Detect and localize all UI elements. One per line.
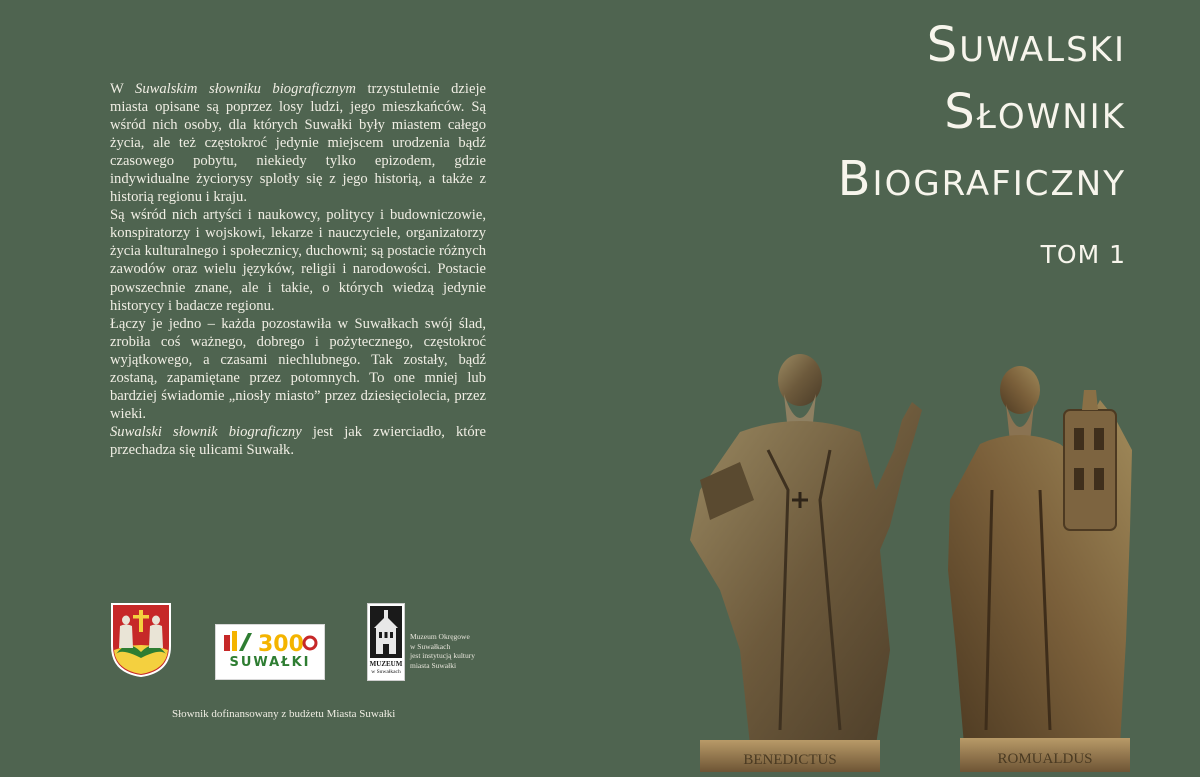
paragraph-text: trzystuletnie dzieje miasta opisane są poprzez losy ludzi, jego mieszkańców. Są wśród nich osoby, dla których Suwałki były miastem całego życia, ale też częstokroć jedynie miejscem urodzenia bądź czasowego pobytu, niekiedy tylko epizodem, gdzie indywidualne życiorysy splotły się z jego historią, a także z historią regionu i kraju.	[110, 81, 486, 206]
suwalki-300-logo	[215, 624, 325, 680]
museum-caption-line: w Suwałkach	[410, 641, 451, 651]
museum-caption-line: miasta Suwałki	[410, 660, 457, 670]
museum-caption	[410, 632, 510, 670]
paragraph-text: Są wśród nich artyści i naukowcy, politycy i budowniczowie, konspiratorzy i wojskowi, lekarze i nauczyciele, organizatorzy życia kulturalnego i społecznicy, duchowni; są postacie różnych zawodów oraz wielu języków, religii i narodowości. Postacie powszechnie znane, ale i takie, o których wiedzą jedynie historycy i badacze regionu.	[110, 207, 486, 314]
description-paragraph	[110, 315, 486, 423]
sponsor-logos	[110, 600, 490, 690]
anniversary-number: 300	[258, 632, 304, 655]
volume-label: TOM 1	[1040, 240, 1126, 269]
museum-label-line1: MUZEUM	[369, 660, 403, 668]
title-line-2: Słownik	[944, 84, 1126, 140]
anniversary-word: SUWAŁKI	[229, 655, 311, 670]
italic-title-reference: Suwalski słownik biograficzny	[110, 423, 302, 440]
museum-caption-line: jest instytucją kultury	[410, 651, 475, 660]
title-line-3: Biograficzny	[837, 151, 1126, 207]
title-line-1: Suwalski	[926, 17, 1126, 73]
inscription-romualdus: ROMUALDUS	[997, 751, 1093, 767]
description-paragraph	[110, 80, 486, 206]
paragraph-text: Łączy je jedno – każda pozostawiła w Suwałkach swój ślad, zrobiła coś ważnego, dobrego i pożytecznego, częstokroć wyjątkowego, a czasami niechlubnego. Tak zostały, bądź zostaną, zapamiętane przez potomnych. To one mniej lub bardziej świadomie „niosły miasto” przez dziesięciolecia, przez wieki.	[110, 315, 486, 422]
description-paragraph	[110, 206, 486, 314]
suwalki-coat-of-arms-icon	[110, 602, 172, 678]
description-paragraph	[110, 423, 486, 459]
saints-statues-image	[680, 350, 1150, 777]
statue-benedictus	[690, 354, 922, 772]
paragraph-text: jest jak zwierciadło, które przechadza się ulicami Suwałk.	[110, 423, 486, 458]
italic-title-reference: Suwalskim słowniku biograficznym	[135, 81, 356, 97]
museum-building-icon	[370, 606, 402, 658]
anniversary-300-icon	[222, 629, 318, 655]
paragraph-text: W	[110, 81, 136, 97]
funding-note: Słownik dofinansowany z budżetu Miasta Suwałki	[172, 708, 396, 720]
museum-caption-line: Muzeum Okręgowe	[410, 632, 470, 641]
inscription-benedictus: BENEDICTUS	[743, 752, 837, 768]
statue-romualdus	[948, 366, 1132, 772]
book-title	[838, 12, 1126, 213]
back-cover-description	[110, 80, 486, 459]
museum-logo	[367, 603, 405, 681]
museum-label-line2: w Suwałkach	[371, 669, 401, 675]
